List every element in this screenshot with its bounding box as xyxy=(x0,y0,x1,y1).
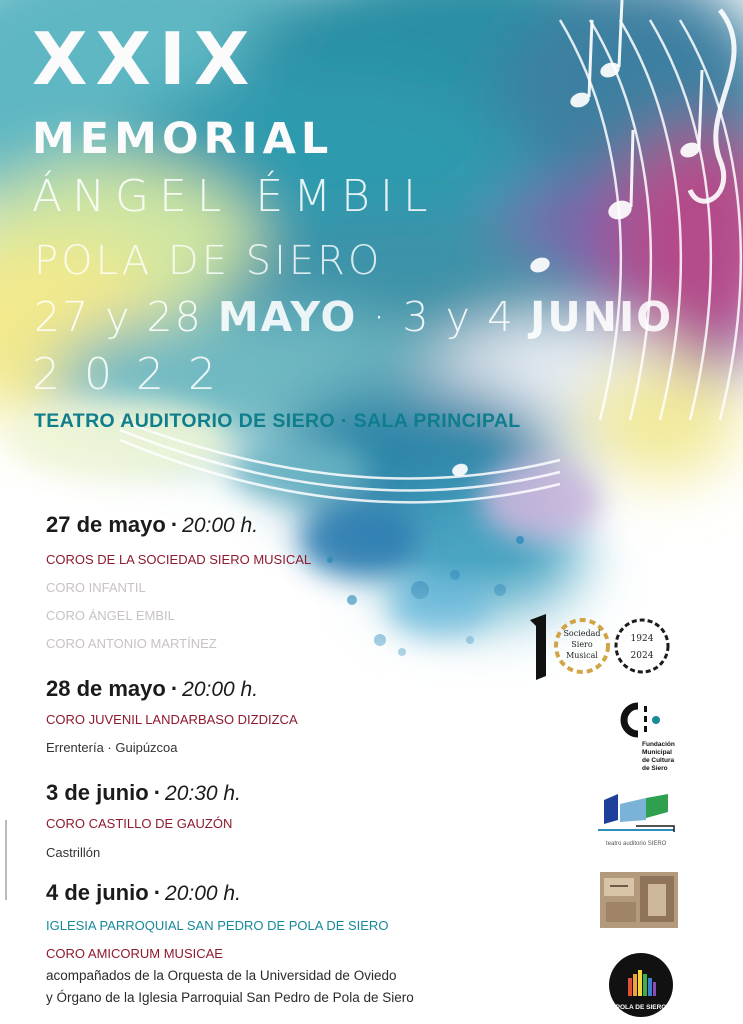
event-4-heading xyxy=(46,880,241,906)
event-3-choir: CORO CASTILLO DE GAUZÓN xyxy=(46,816,233,831)
event-4-location: IGLESIA PARROQUIAL SAN PEDRO DE POLA DE SIERO xyxy=(46,918,389,933)
edition-number: XXIX xyxy=(32,17,258,101)
dates-part-1: 27 y 28 xyxy=(34,293,203,341)
event-time: 20:00 h. xyxy=(182,514,259,537)
teatro-logo-text: teatro auditorio SIERO xyxy=(606,841,667,847)
festival-year: 2022 xyxy=(32,349,240,400)
fundacion-text-2: Municipal xyxy=(642,749,672,756)
pro-organo-badge xyxy=(608,952,674,1018)
fundacion-cultura-logo xyxy=(620,700,680,770)
event-2-place: Errentería · Guipúzcoa xyxy=(46,740,178,755)
fundacion-text-3: de Cultura xyxy=(642,757,675,764)
badge-text: POLA DE SIERO xyxy=(615,1004,667,1011)
event-time: 20:00 h. xyxy=(165,882,241,905)
event-1-sub-2: CORO ÁNGEL EMBIL xyxy=(46,608,175,623)
honoree-name: ÁNGEL ÉMBIL xyxy=(32,171,438,222)
event-date: 4 de junio xyxy=(46,880,149,905)
fundacion-text-1: Fundación xyxy=(642,741,675,748)
event-4-accompaniment-1: acompañados de la Orquesta de la Universidad de Oviedo xyxy=(46,968,397,983)
event-time: 20:30 h. xyxy=(165,782,241,805)
centenary-society-line-3: Musical xyxy=(566,651,598,660)
town-name: POLA DE SIERO xyxy=(34,238,383,284)
teatro-auditorio-logo xyxy=(596,790,680,850)
event-4-choir: CORO AMICORUM MUSICAE xyxy=(46,946,223,961)
separator-dot: · xyxy=(153,780,162,805)
separator-dot: · xyxy=(153,880,162,905)
event-date: 3 de junio xyxy=(46,780,149,805)
dates-month-2: JUNIO xyxy=(530,293,674,341)
event-1-heading xyxy=(46,512,258,538)
event-3-heading xyxy=(46,780,241,806)
centenary-year-end: 2024 xyxy=(630,651,654,661)
centenary-society-line-1: Sociedad xyxy=(563,629,601,638)
event-date: 28 de mayo xyxy=(46,676,166,701)
separator-dot: · xyxy=(170,512,179,537)
event-1-sub-3: CORO ANTONIO MARTÍNEZ xyxy=(46,636,217,651)
centenary-logo xyxy=(516,606,676,686)
festival-dates xyxy=(34,292,673,342)
event-2-choir: CORO JUVENIL LANDARBASO DIZDIZCA xyxy=(46,712,298,727)
event-date: 27 de mayo xyxy=(46,512,166,537)
side-credit-text xyxy=(2,820,10,900)
separator-dot: · xyxy=(170,676,179,701)
church-photo xyxy=(600,872,678,928)
event-4-accompaniment-2: y Órgano de la Iglesia Parroquial San Pedro de Pola de Siero xyxy=(46,990,414,1005)
event-3-place: Castrillón xyxy=(46,845,101,860)
venue-line: TEATRO AUDITORIO DE SIERO · SALA PRINCIPAL xyxy=(34,410,521,432)
centenary-society-line-2: Siero xyxy=(571,640,593,649)
event-time: 20:00 h. xyxy=(182,678,259,701)
event-1-choir: COROS DE LA SOCIEDAD SIERO MUSICAL xyxy=(46,552,312,567)
centenary-year-start: 1924 xyxy=(630,634,654,644)
dates-month-1: MAYO xyxy=(217,293,358,341)
event-1-sub-1: CORO INFANTIL xyxy=(46,580,146,595)
event-2-heading xyxy=(46,676,258,702)
memorial-title: MEMORIAL xyxy=(32,114,334,164)
dates-part-2: · 3 y 4 xyxy=(372,293,516,341)
fundacion-text-4: de Siero xyxy=(642,765,668,770)
